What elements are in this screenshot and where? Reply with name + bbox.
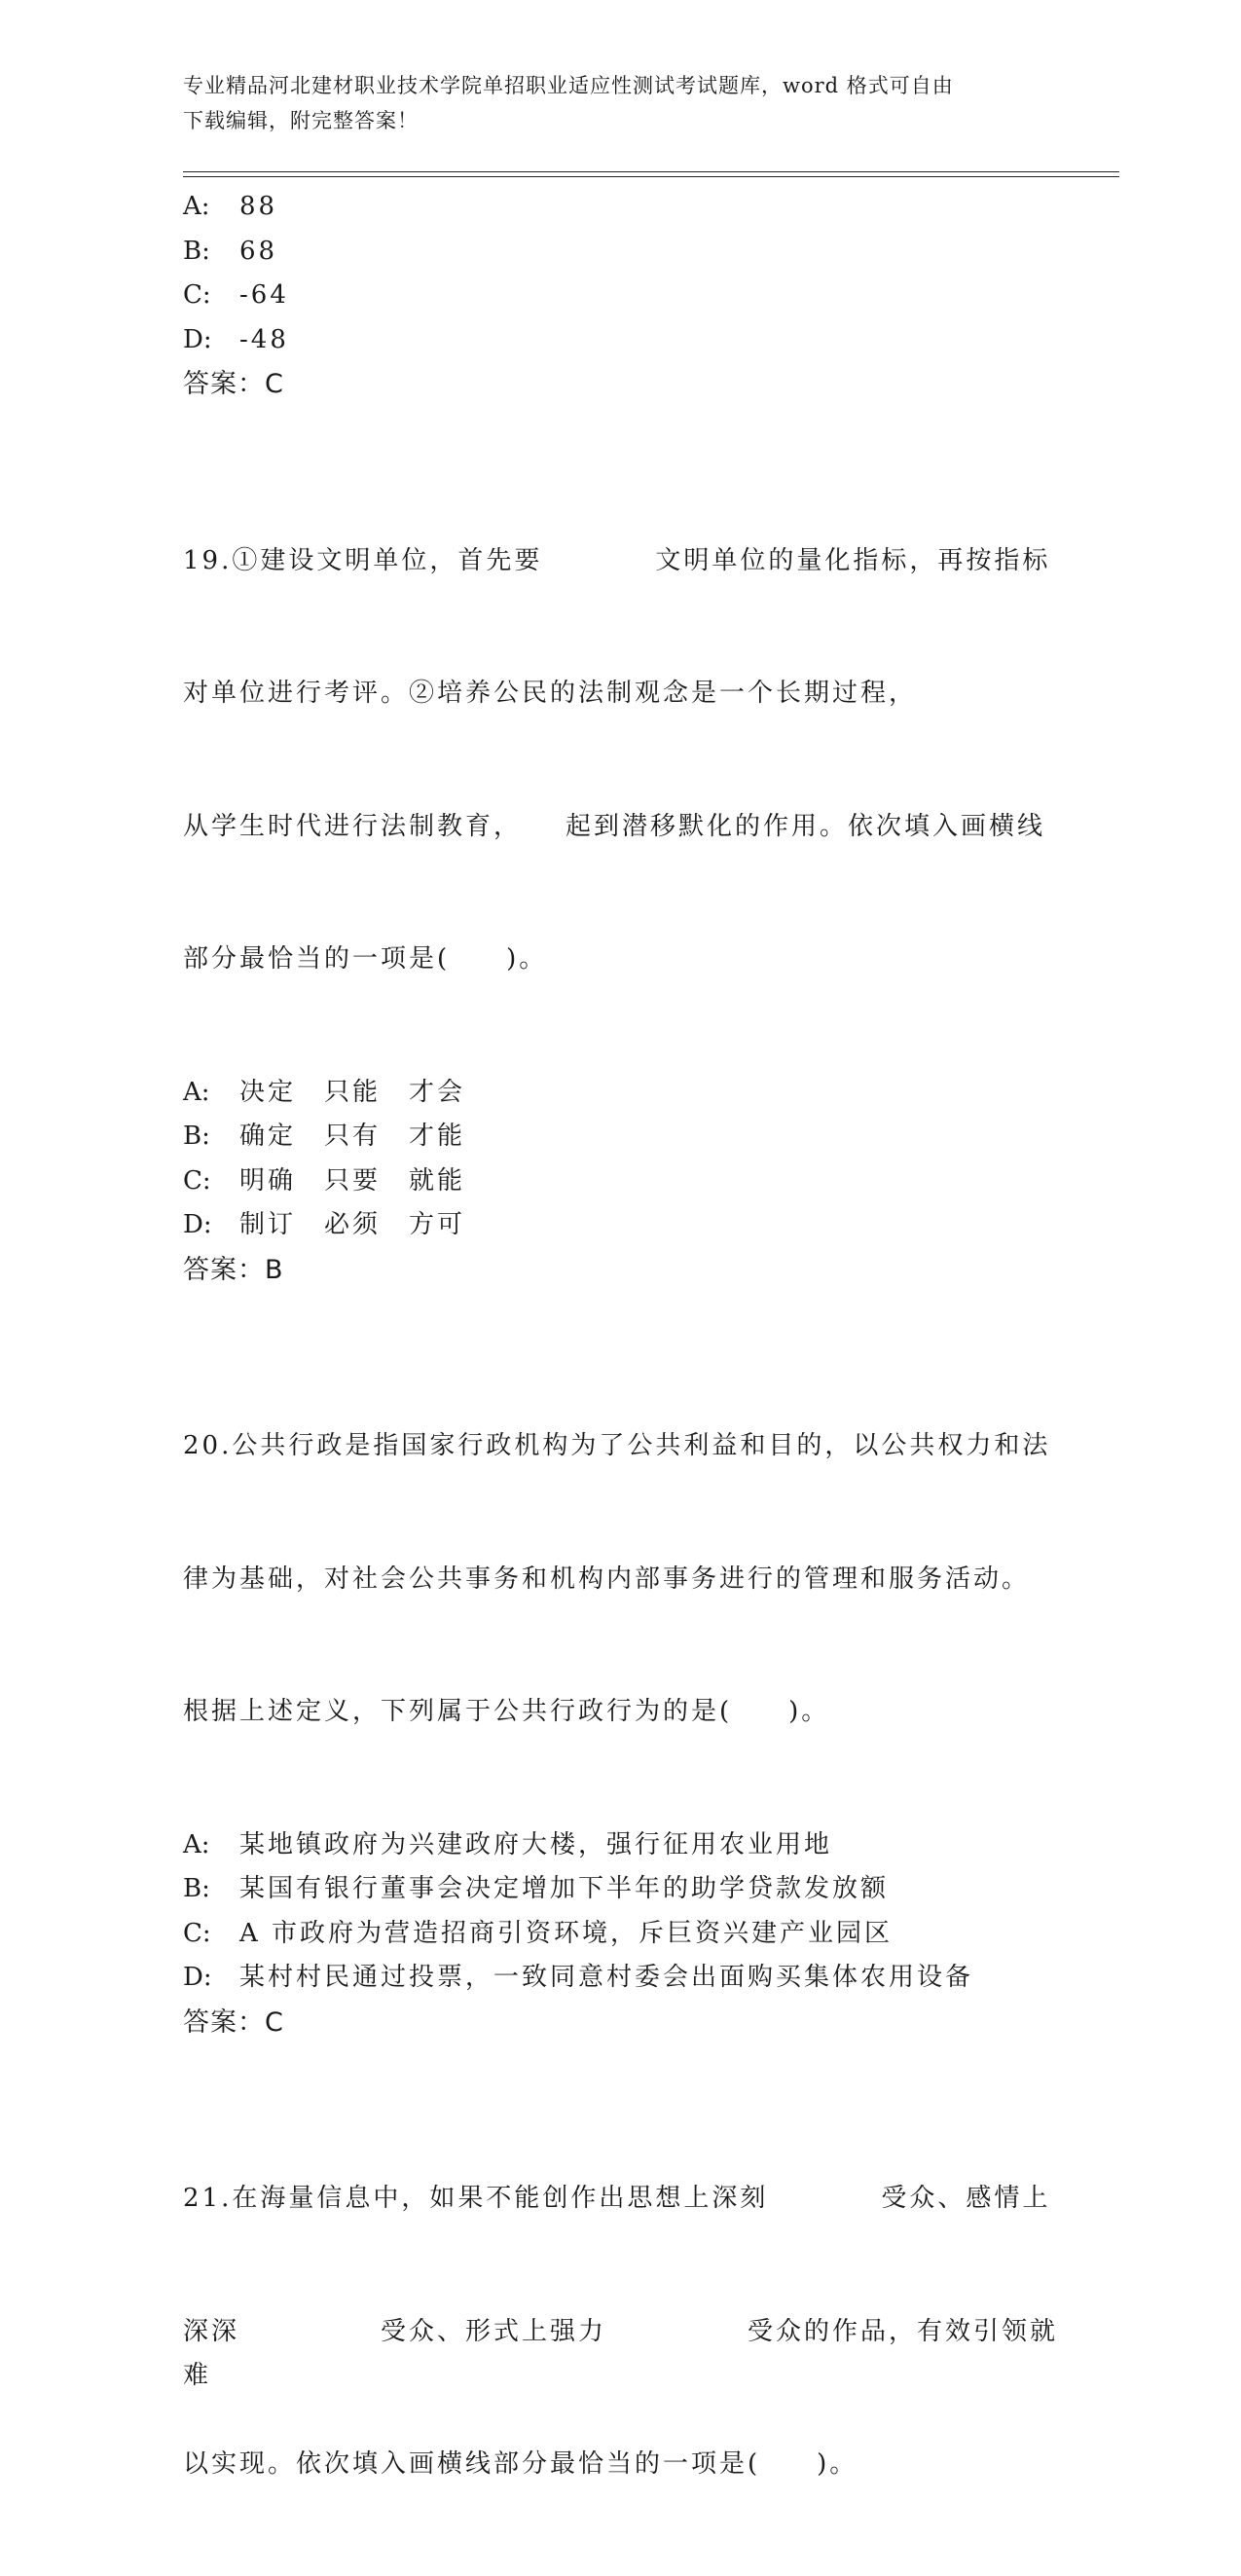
option-key: D:	[183, 324, 212, 354]
option-text: -48	[239, 324, 289, 354]
option-key: C:	[183, 280, 211, 310]
option-c	[183, 274, 1059, 318]
option-text: 确定 只有 才能	[239, 1122, 466, 1151]
question-18-block	[183, 185, 1059, 407]
header-divider-top	[183, 171, 1119, 172]
header-line-2: 下载编辑，附完整答案！	[183, 109, 419, 132]
option-text: A 市政府为营造招商引资环境，斥巨资兴建产业园区	[239, 1918, 894, 1948]
stem-line: 从学生时代进行法制教育， 起到潜移默化的作用。依次填入画横线	[183, 811, 1046, 841]
question-19-block	[183, 451, 1059, 1293]
option-text: 某地镇政府为兴建政府大楼，强行征用农业用地	[239, 1829, 833, 1859]
option-b	[183, 1115, 1059, 1159]
question-stem	[183, 2088, 1059, 2576]
option-key: D:	[183, 1963, 212, 1992]
option-key: A:	[183, 1829, 210, 1859]
stem-line: 以实现。依次填入画横线部分最恰当的一项是( )。	[183, 2449, 858, 2479]
stem-line: 21.在海量信息中，如果不能创作出思想上深刻 受众、感情上	[183, 2184, 1051, 2213]
answer-line: 答案：C	[183, 2006, 284, 2038]
option-key: A:	[183, 192, 210, 221]
question-21-block	[183, 2088, 1059, 2576]
question-stem	[183, 451, 1059, 1071]
stem-line: 对单位进行考评。②培养公民的法制观念是一个长期过程，	[183, 679, 918, 708]
option-a	[183, 1071, 1059, 1116]
option-text: 明确 只要 就能	[239, 1165, 466, 1196]
option-b	[183, 1867, 1059, 1912]
page-header	[183, 68, 1059, 138]
stem-line: 19.①建设文明单位，首先要 文明单位的量化指标，再按指标	[183, 545, 1051, 575]
option-b	[183, 230, 1059, 275]
stem-line: 律为基础，对社会公共事务和机构内部事务进行的管理和服务活动。	[183, 1564, 1031, 1594]
option-d	[183, 1203, 1059, 1248]
stem-line: 深深 受众、形式上强力 受众的作品，有效引领就难	[183, 2316, 1059, 2390]
stem-line: 20.公共行政是指国家行政机构为了公共利益和目的，以公共权力和法	[183, 1431, 1051, 1460]
option-text: 68	[239, 236, 278, 266]
option-key: C:	[183, 1918, 211, 1948]
option-key: B:	[183, 236, 210, 266]
option-key: D:	[183, 1210, 212, 1239]
option-text: -64	[239, 280, 289, 310]
option-c	[183, 1912, 1059, 1957]
option-text: 某国有银行董事会决定增加下半年的助学贷款发放额	[239, 1874, 890, 1903]
answer-line: 答案：B	[183, 1254, 284, 1285]
header-line-1: 专业精品河北建材职业技术学院单招职业适应性测试考试题库，word 格式可自由	[183, 74, 954, 97]
option-text: 制订 必须 方可	[239, 1210, 466, 1239]
stem-line: 部分最恰当的一项是( )。	[183, 944, 548, 974]
option-key: B:	[183, 1122, 210, 1151]
option-a	[183, 1823, 1059, 1868]
option-text: 某村村民通过投票，一致同意村委会出面购买集体农用设备	[239, 1963, 974, 1992]
option-key: C:	[183, 1165, 211, 1196]
header-divider-bottom	[183, 176, 1119, 177]
option-c	[183, 1159, 1059, 1204]
option-key: A:	[183, 1077, 210, 1107]
answer-line: 答案：C	[183, 369, 284, 399]
option-a	[183, 185, 1059, 230]
question-stem	[183, 1336, 1059, 1823]
option-d	[183, 318, 1059, 363]
option-text: 决定 只能 才会	[239, 1077, 466, 1107]
option-key: B:	[183, 1874, 210, 1903]
option-d	[183, 1956, 1059, 2001]
question-content	[183, 185, 1059, 2576]
question-20-block	[183, 1336, 1059, 2044]
stem-line: 根据上述定义，下列属于公共行政行为的是( )。	[183, 1697, 830, 1726]
option-text: 88	[239, 192, 278, 221]
